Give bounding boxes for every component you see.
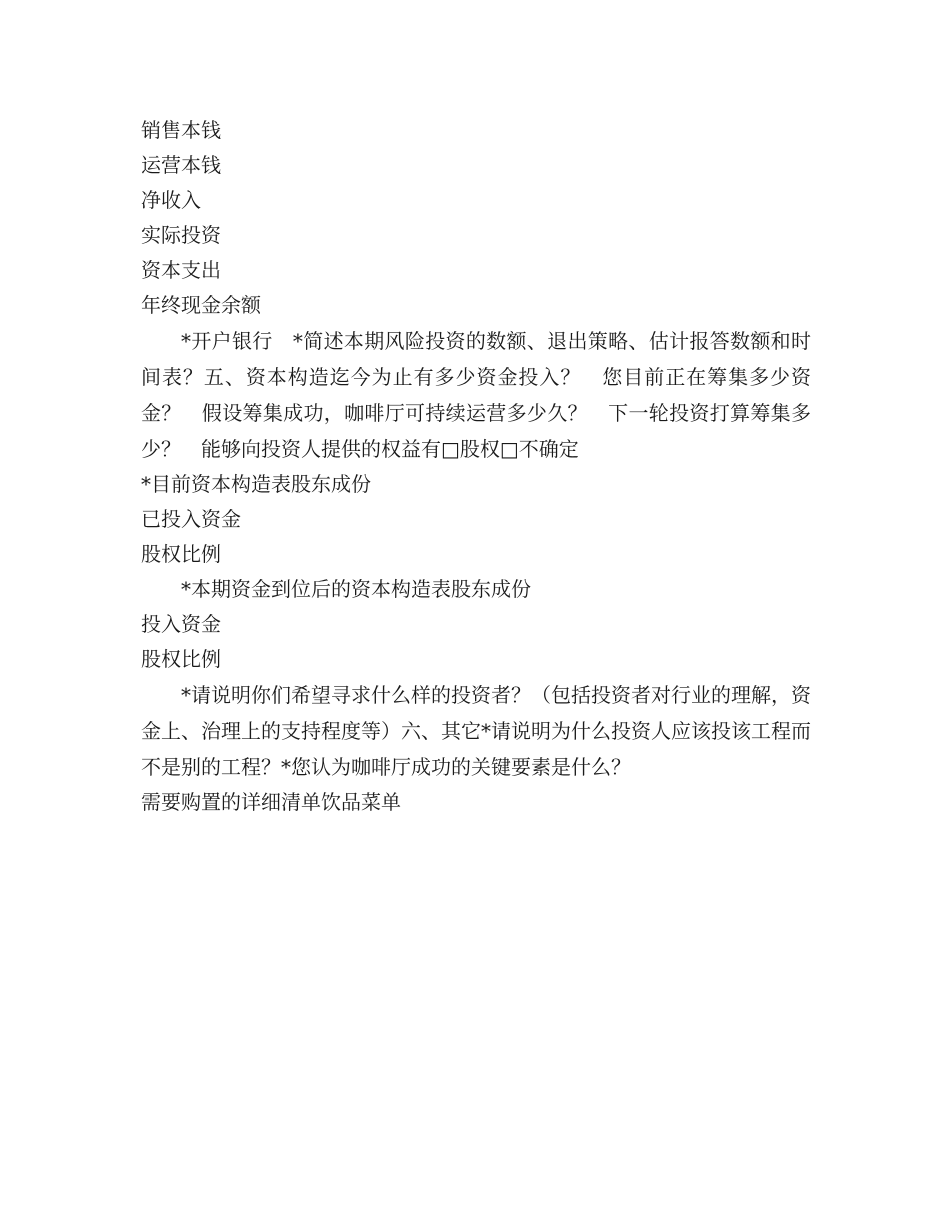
cap-table-current-invested: 已投入资金 bbox=[141, 507, 241, 531]
paragraph-investor-questions: *请说明你们希望寻求什么样的投资者？（包括投资者对行业的理解，资金上、治理上的支持程度等）六、其它*请说明为什么投资人应该投该工程而不是别的工程？*您认为咖啡厅成功的关键要素是什么？ bbox=[141, 683, 811, 779]
line-sales-cost: 销售本钱 bbox=[141, 118, 221, 142]
cap-table-after-title: *本期资金到位后的资本构造表股东成份 bbox=[181, 577, 531, 601]
line-net-income: 净收入 bbox=[141, 188, 201, 212]
cap-table-after-equity: 股权比例 bbox=[141, 647, 221, 671]
document-page bbox=[141, 113, 811, 820]
line-year-end-cash: 年终现金余额 bbox=[141, 293, 261, 317]
cap-table-current-equity: 股权比例 bbox=[141, 542, 221, 566]
paragraph-bank-investment: *开户银行 *简述本期风险投资的数额、退出策略、估计报答数额和时间表？五、资本构造迄今为止有多少资金投入？ 您目前正在筹集多少资金？ 假设筹集成功，咖啡厅可持续运营多少久？ 下一轮投资打算筹集多少？ 能够向投资人提供的权益有□股权□不确定 bbox=[141, 329, 811, 461]
line-purchase-list: 需要购置的详细清单饮品菜单 bbox=[141, 790, 401, 814]
line-actual-investment: 实际投资 bbox=[141, 223, 221, 247]
cap-table-after-invested: 投入资金 bbox=[141, 612, 221, 636]
line-capital-expenditure: 资本支出 bbox=[141, 258, 221, 282]
line-operating-cost: 运营本钱 bbox=[141, 153, 221, 177]
cap-table-current-title: *目前资本构造表股东成份 bbox=[141, 472, 371, 496]
